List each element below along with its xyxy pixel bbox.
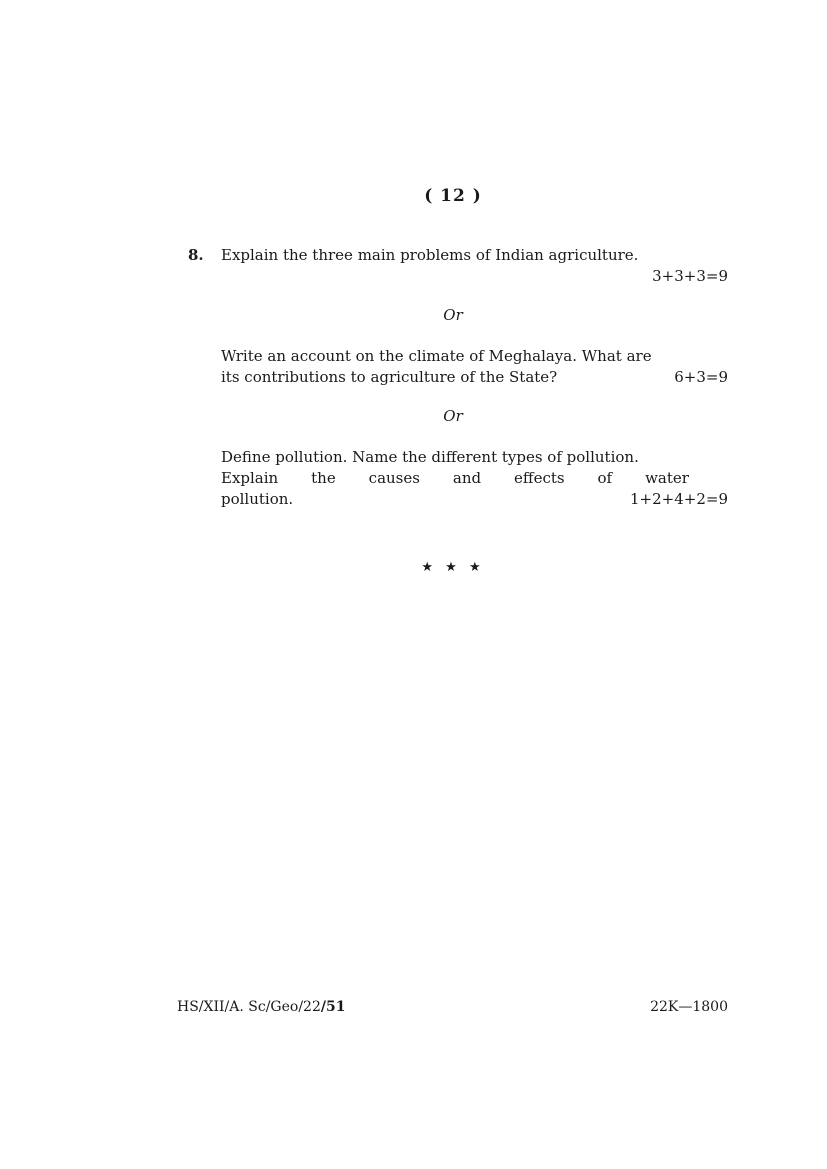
- paper-code-suffix: /51: [320, 999, 346, 1015]
- or-separator-1: Or: [443, 306, 463, 324]
- page-number: ( 12 ): [424, 186, 482, 206]
- paper-code: [177, 999, 345, 1015]
- word: water: [645, 469, 689, 487]
- print-code: 22K—1800: [650, 999, 728, 1015]
- word: and: [452, 469, 482, 487]
- option-1-text: Explain the three main problems of Indian agriculture.: [221, 246, 639, 264]
- option-2-marks: 6+3=9: [674, 368, 728, 386]
- question-option-2: [221, 346, 728, 388]
- option-3-text-line-1: Define pollution. Name the different types of pollution.: [221, 448, 639, 466]
- question-number: 8.: [188, 246, 204, 264]
- end-marker: ★ ★ ★: [421, 560, 485, 575]
- option-3-text-line-2: [221, 468, 689, 489]
- word: effects: [514, 469, 565, 487]
- word: the: [311, 469, 336, 487]
- option-3-text-line-3: pollution.: [221, 490, 294, 508]
- option-1-marks: 3+3+3=9: [652, 267, 728, 285]
- option-2-text-line-2: its contributions to agriculture of the State?: [221, 368, 558, 386]
- question-option-1: [221, 245, 728, 287]
- option-2-text-line-1: Write an account on the climate of Meghalaya. What are: [221, 347, 652, 365]
- word: of: [597, 469, 613, 487]
- word: Explain: [221, 469, 279, 487]
- option-3-marks: 1+2+4+2=9: [630, 490, 728, 508]
- word: causes: [368, 469, 420, 487]
- paper-code-prefix: HS/XII/A. Sc/Geo/22: [177, 999, 321, 1015]
- or-separator-2: Or: [443, 407, 463, 425]
- question-option-3: [221, 447, 728, 510]
